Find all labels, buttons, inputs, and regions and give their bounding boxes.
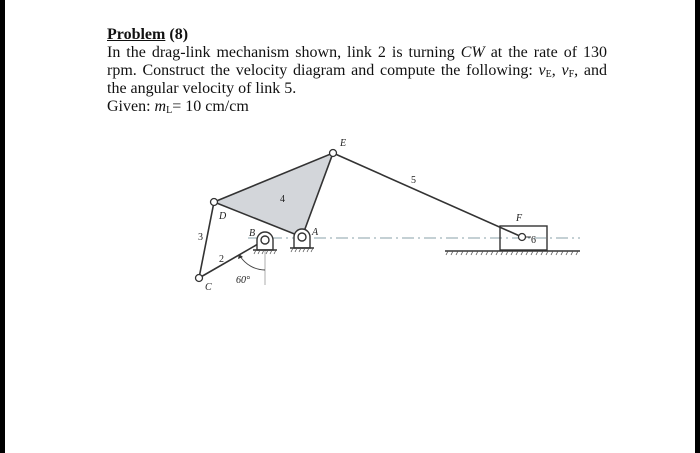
joint-d bbox=[211, 199, 218, 206]
joint-f bbox=[519, 234, 526, 241]
label-f: F bbox=[516, 213, 523, 224]
problem-title-word: Problem bbox=[107, 26, 166, 43]
problem-number: (8) bbox=[169, 26, 189, 43]
link-2 bbox=[199, 240, 265, 278]
scale-value: = 10 cm/cm bbox=[172, 98, 249, 115]
text-segment: at the rate of 130 bbox=[484, 44, 608, 61]
label-b: B bbox=[249, 228, 256, 239]
velocity-e-symbol: v bbox=[538, 62, 546, 79]
cw-text: CW bbox=[460, 44, 485, 61]
label-link-4: 4 bbox=[280, 194, 285, 205]
angle-arc bbox=[240, 256, 265, 270]
label-link-6: 6 bbox=[531, 235, 536, 246]
label-link-2: 2 bbox=[219, 254, 224, 265]
velocity-f-symbol: v bbox=[561, 62, 569, 79]
ground-pivot-b bbox=[253, 232, 277, 254]
scale-symbol: m bbox=[154, 98, 167, 115]
given-label: Given: bbox=[107, 98, 155, 115]
link-5 bbox=[333, 153, 522, 237]
slider-ground bbox=[445, 251, 580, 255]
label-angle: 60° bbox=[236, 275, 250, 286]
text-segment: , and bbox=[574, 62, 608, 79]
label-link-3: 3 bbox=[198, 232, 203, 243]
label-d: D bbox=[219, 211, 227, 222]
scale-subscript: L bbox=[166, 105, 173, 116]
label-e: E bbox=[340, 138, 347, 149]
velocity-f-subscript: F bbox=[568, 69, 575, 80]
velocity-e-subscript: E bbox=[545, 69, 552, 80]
label-c: C bbox=[205, 282, 212, 293]
text-segment: In the drag-link mechanism shown, link 2 is turning bbox=[107, 44, 461, 61]
joint-c bbox=[196, 275, 203, 282]
body-line-3: the angular velocity of link 5. bbox=[107, 80, 297, 97]
text-segment: rpm. Construct the velocity diagram and compute the following: bbox=[107, 62, 539, 79]
label-link-5: 5 bbox=[411, 175, 416, 186]
joint-e bbox=[330, 150, 337, 157]
label-a: A bbox=[312, 227, 319, 238]
link-4-triangle bbox=[214, 153, 333, 237]
text-segment: , bbox=[551, 62, 562, 79]
